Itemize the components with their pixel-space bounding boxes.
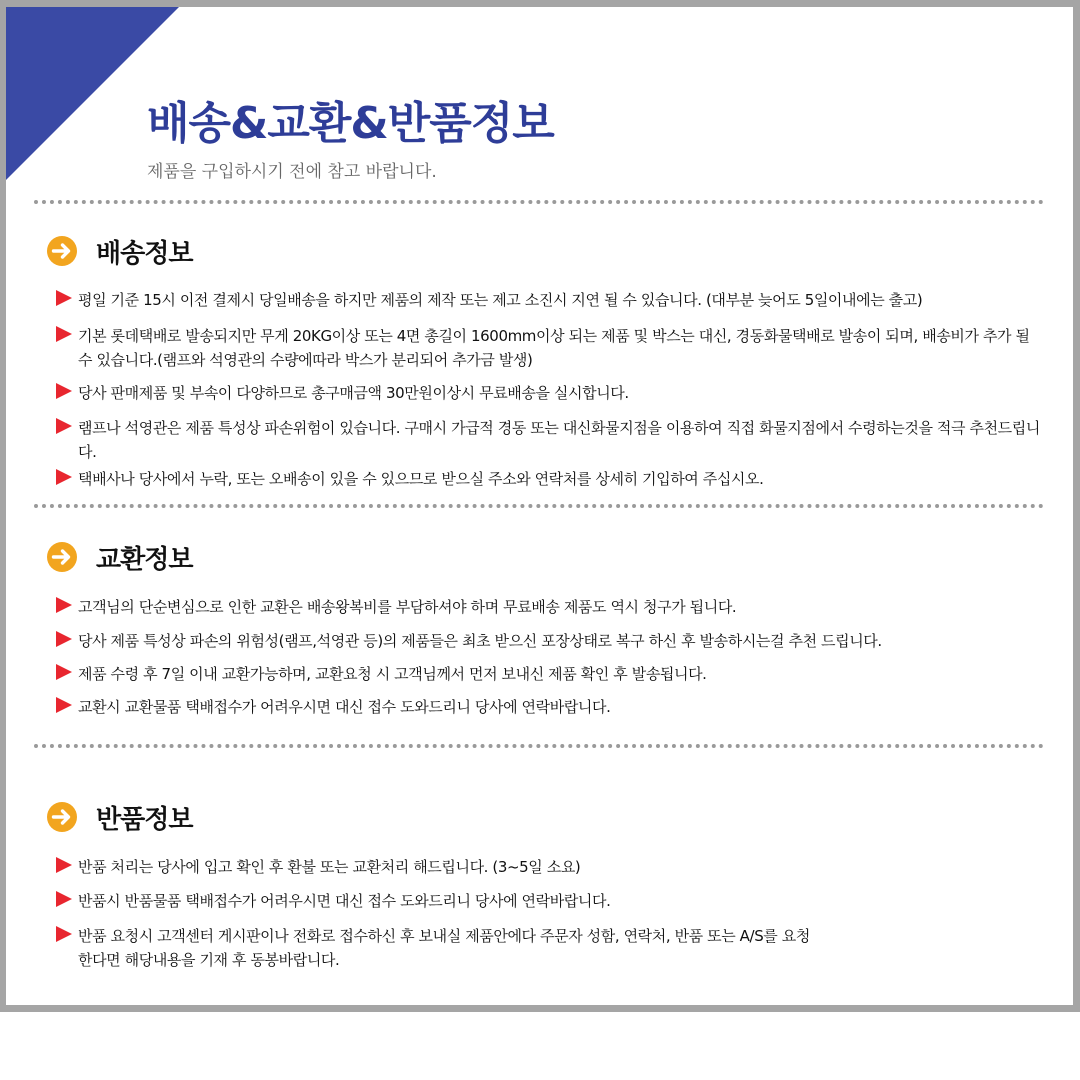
section-label: 배송정보	[96, 238, 193, 269]
arrow-circle-right-icon	[46, 541, 78, 573]
list-item: 고객님의 단순변심으로 인한 교환은 배송왕복비를 부담하셔야 하며 무료배송 제품도 역시 청구가 됩니다.	[56, 595, 1046, 619]
section-label: 교환정보	[96, 544, 193, 575]
triangle-right-icon	[56, 469, 72, 485]
triangle-right-icon	[56, 418, 72, 434]
list-item: 반품시 반품물품 택배접수가 어려우시면 대신 접수 도와드리니 당사에 연락바랍니다.	[56, 889, 1046, 913]
list-item: 반품 요청시 고객센터 게시판이나 전화로 접수하신 후 보내실 제품안에다 주문자 성함, 연락처, 반품 또는 A/S를 요청한다면 해당내용을 기재 후 동봉바랍니다.	[56, 924, 816, 972]
triangle-right-icon	[56, 891, 72, 907]
list-item: 당사 판매제품 및 부속이 다양하므로 총구매금액 30만원이상시 무료배송을 실시합니다.	[56, 381, 1046, 405]
section-title-exchange	[46, 539, 192, 575]
section-title-return	[46, 799, 192, 835]
list-item: 택배사나 당사에서 누락, 또는 오배송이 있을 수 있으므로 받으실 주소와 연락처를 상세히 기입하여 주십시오.	[56, 467, 1046, 491]
arrow-circle-right-icon	[46, 801, 78, 833]
section-title-shipping	[46, 233, 192, 269]
divider	[34, 504, 1044, 512]
triangle-right-icon	[56, 326, 72, 342]
list-item: 제품 수령 후 7일 이내 교환가능하며, 교환요청 시 고객님께서 먼저 보내신 제품 확인 후 발송됩니다.	[56, 662, 1046, 686]
list-item: 반품 처리는 당사에 입고 확인 후 환불 또는 교환처리 해드립니다. (3~5일 소요)	[56, 855, 1046, 879]
list-item: 램프나 석영관은 제품 특성상 파손위험이 있습니다. 구매시 가급적 경동 또는 대신화물지점을 이용하여 직접 화물지점에서 수령하는것을 적극 추천드립니다.	[56, 416, 1046, 464]
triangle-right-icon	[56, 697, 72, 713]
page-title: 배송&교환&반품정보	[147, 98, 554, 149]
list-item: 교환시 교환물품 택배접수가 어려우시면 대신 접수 도와드리니 당사에 연락바랍니다.	[56, 695, 1046, 719]
triangle-right-icon	[56, 857, 72, 873]
triangle-right-icon	[56, 631, 72, 647]
list-item: 기본 롯데택배로 발송되지만 무게 20KG이상 또는 4면 총길이 1600mm이상 되는 제품 및 박스는 대신, 경동화물택배로 발송이 되며, 배송비가 추가 될 수 있습니다.(램프와 석영관의 수량에따라 박스가 분리되어 추가금 발생)	[56, 324, 1046, 372]
page-subtitle: 제품을 구입하시기 전에 참고 바랍니다.	[147, 162, 437, 182]
divider	[34, 744, 1044, 752]
divider	[34, 200, 1044, 208]
triangle-right-icon	[56, 664, 72, 680]
triangle-right-icon	[56, 383, 72, 399]
triangle-right-icon	[56, 926, 72, 942]
list-item: 평일 기준 15시 이전 결제시 당일배송을 하지만 제품의 제작 또는 제고 소진시 지연 될 수 있습니다. (대부분 늦어도 5일이내에는 출고)	[56, 288, 1056, 312]
list-item: 당사 제품 특성상 파손의 위험성(램프,석영관 등)의 제품들은 최초 받으신 포장상태로 복구 하신 후 발송하시는걸 추천 드립니다.	[56, 629, 1046, 653]
arrow-circle-right-icon	[46, 235, 78, 267]
triangle-right-icon	[56, 597, 72, 613]
triangle-right-icon	[56, 290, 72, 306]
section-label: 반품정보	[96, 804, 193, 835]
